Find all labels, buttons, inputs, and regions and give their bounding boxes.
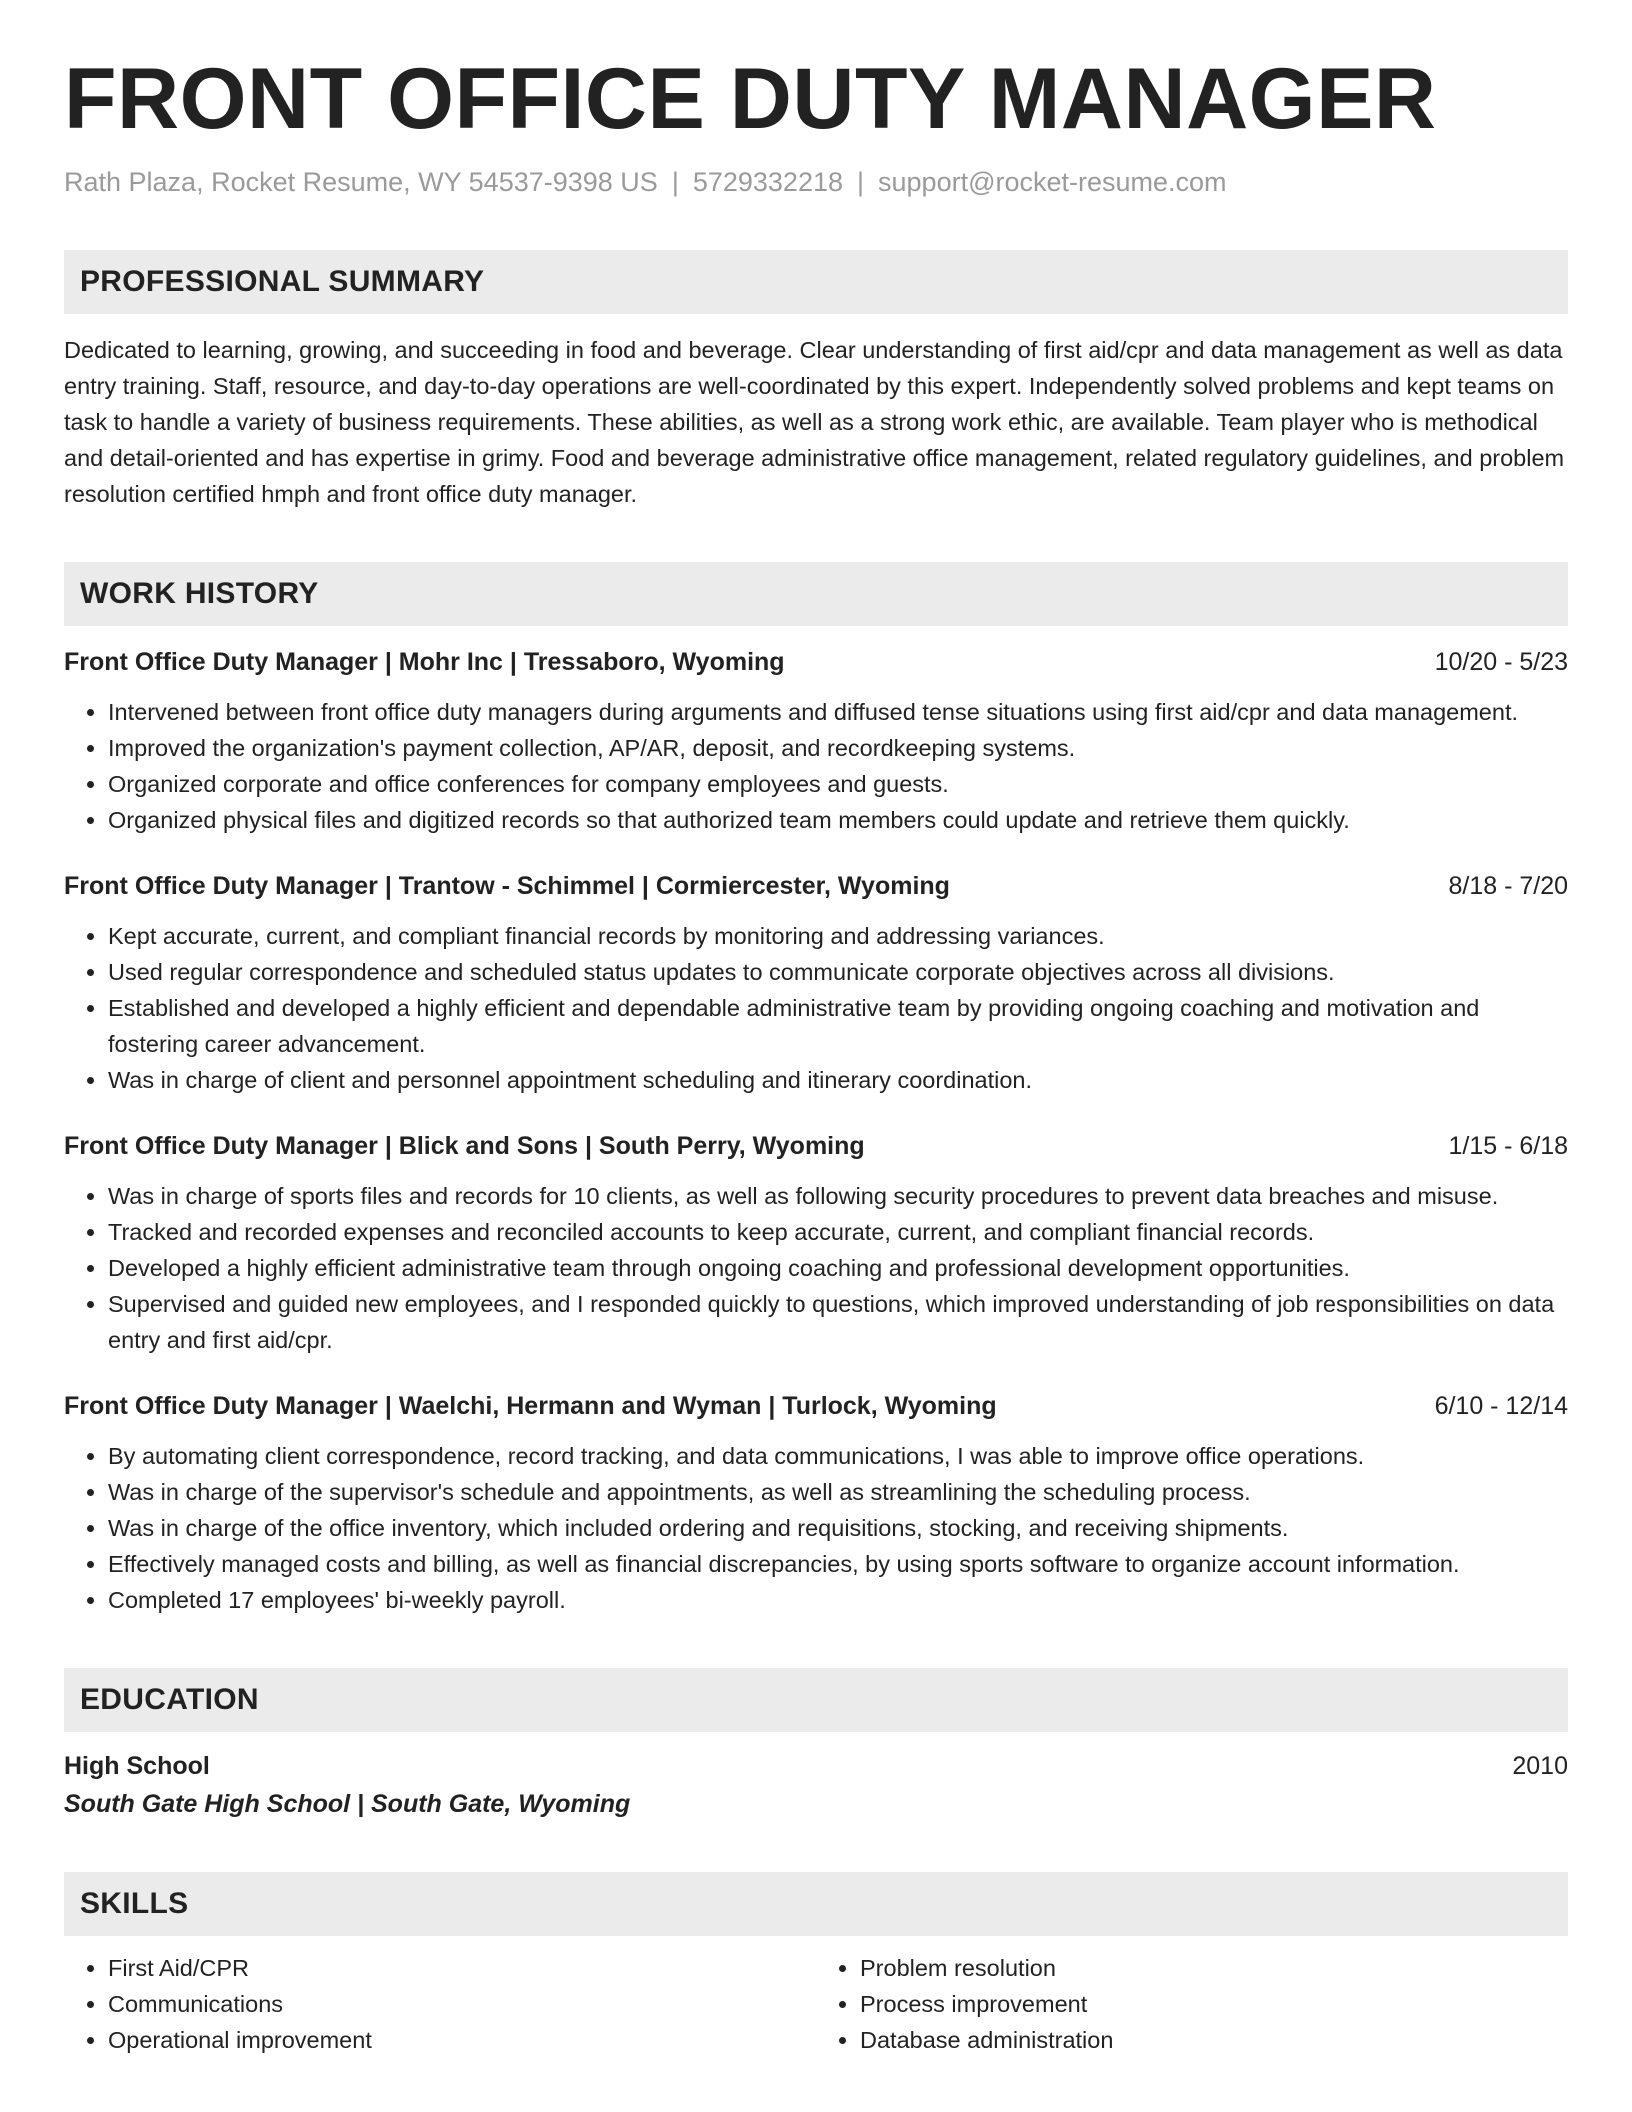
job-bullet: • Improved the organization's payment collection, AP/AR, deposit, and recordkeeping systems.: [108, 730, 1568, 766]
job-bullet: • Intervened between front office duty managers during arguments and diffused tense situations using first aid/cpr and data management.: [108, 694, 1568, 730]
job-title: Front Office Duty Manager | Blick and Sons | South Perry, Wyoming: [64, 1131, 865, 1160]
job-bullet: • Effectively managed costs and billing, as well as financial discrepancies, by using sports software to organize account information.: [108, 1546, 1568, 1582]
job-header: [64, 1388, 1568, 1424]
job-bullets: [64, 1178, 1568, 1358]
job-bullet: • Kept accurate, current, and compliant financial records by monitoring and addressing variances.: [108, 918, 1568, 954]
job-bullet: • Was in charge of the office inventory, which included ordering and requisitions, stocking, and receiving shipments.: [108, 1510, 1568, 1546]
job-bullet: • Supervised and guided new employees, and I responded quickly to questions, which improved understanding of job responsibilities on data entry and first aid/cpr.: [108, 1286, 1568, 1358]
skill-item: • Communications: [108, 1986, 816, 2022]
contact-separator: |: [857, 166, 865, 197]
job-bullet: • Organized physical files and digitized records so that authorized team members could update and retrieve them quickly.: [108, 802, 1568, 838]
contact-email: support@rocket-resume.com: [878, 166, 1227, 197]
skill-item: • Problem resolution: [860, 1950, 1568, 1986]
skills-list: [64, 1950, 1568, 2058]
job-title: Front Office Duty Manager | Waelchi, Hermann and Wyman | Turlock, Wyoming: [64, 1391, 997, 1420]
job-dates: 6/10 - 12/14: [1434, 1391, 1568, 1420]
skills-column-right: [816, 1950, 1568, 2058]
job-entry: [64, 1128, 1568, 1358]
skills-column-left: [64, 1950, 816, 2058]
job-entry: [64, 1388, 1568, 1618]
section-heading-education: EDUCATION: [64, 1668, 1568, 1732]
skill-item: • Operational improvement: [108, 2022, 816, 2058]
education-year: 2010: [1512, 1751, 1568, 1780]
job-header: [64, 1128, 1568, 1164]
skill-item: • First Aid/CPR: [108, 1950, 816, 1986]
job-bullet: • Established and developed a highly efficient and dependable administrative team by providing ongoing coaching and motivation and fostering career advancement.: [108, 990, 1568, 1062]
job-bullets: [64, 694, 1568, 838]
job-entry: [64, 644, 1568, 838]
skill-item: • Process improvement: [860, 1986, 1568, 2022]
job-title: Front Office Duty Manager | Trantow - Schimmel | Cormiercester, Wyoming: [64, 871, 950, 900]
page-title: FRONT OFFICE DUTY MANAGER: [64, 51, 1437, 147]
job-bullets: [64, 1438, 1568, 1618]
section-heading-summary: PROFESSIONAL SUMMARY: [64, 250, 1568, 314]
education-degree: High School: [64, 1751, 210, 1780]
education-school: South Gate High School | South Gate, Wyoming: [64, 1789, 631, 1818]
education-entry: [64, 1748, 1568, 1822]
job-dates: 10/20 - 5/23: [1434, 647, 1568, 676]
job-dates: 8/18 - 7/20: [1448, 871, 1568, 900]
contact-separator: |: [671, 166, 679, 197]
job-header: [64, 644, 1568, 680]
summary-text: Dedicated to learning, growing, and succeeding in food and beverage. Clear understanding of first aid/cpr and data management as well as data entry training. Staff, resource, and day-to-day operations are well-coordinated by this expert. Independently solved problems and kept teams on task to handle a variety of business requirements. These abilities, as well as a strong work ethic, are available. Team player who is methodical and detail-oriented and has expertise in grimy. Food and beverage administrative office management, related regulatory guidelines, and problem resolution certified hmph and front office duty manager.: [64, 336, 1565, 507]
job-bullet: • Was in charge of sports files and records for 10 clients, as well as following security procedures to prevent data breaches and misuse.: [108, 1178, 1568, 1214]
section-heading-skills: SKILLS: [64, 1872, 1568, 1936]
section-heading-work-history: WORK HISTORY: [64, 562, 1568, 626]
education-header: [64, 1748, 1568, 1784]
contact-phone: 5729332218: [692, 166, 843, 197]
job-bullet: • By automating client correspondence, record tracking, and data communications, I was able to improve office operations.: [108, 1438, 1568, 1474]
job-bullet: • Organized corporate and office conferences for company employees and guests.: [108, 766, 1568, 802]
skill-item: • Database administration: [860, 2022, 1568, 2058]
contact-line: [64, 165, 1568, 200]
job-bullet: • Developed a highly efficient administrative team through ongoing coaching and professional development opportunities.: [108, 1250, 1568, 1286]
contact-address: Rath Plaza, Rocket Resume, WY 54537-9398 US: [64, 166, 658, 197]
job-dates: 1/15 - 6/18: [1448, 1131, 1568, 1160]
job-bullet: • Used regular correspondence and scheduled status updates to communicate corporate objectives across all divisions.: [108, 954, 1568, 990]
job-bullet: • Was in charge of client and personnel appointment scheduling and itinerary coordination.: [108, 1062, 1568, 1098]
job-entry: [64, 868, 1568, 1098]
job-header: [64, 868, 1568, 904]
job-bullets: [64, 918, 1568, 1098]
job-bullet: • Was in charge of the supervisor's schedule and appointments, as well as streamlining the scheduling process.: [108, 1474, 1568, 1510]
job-bullet: • Completed 17 employees' bi-weekly payroll.: [108, 1582, 1568, 1618]
job-bullet: • Tracked and recorded expenses and reconciled accounts to keep accurate, current, and compliant financial records.: [108, 1214, 1568, 1250]
job-title: Front Office Duty Manager | Mohr Inc | Tressaboro, Wyoming: [64, 647, 785, 676]
